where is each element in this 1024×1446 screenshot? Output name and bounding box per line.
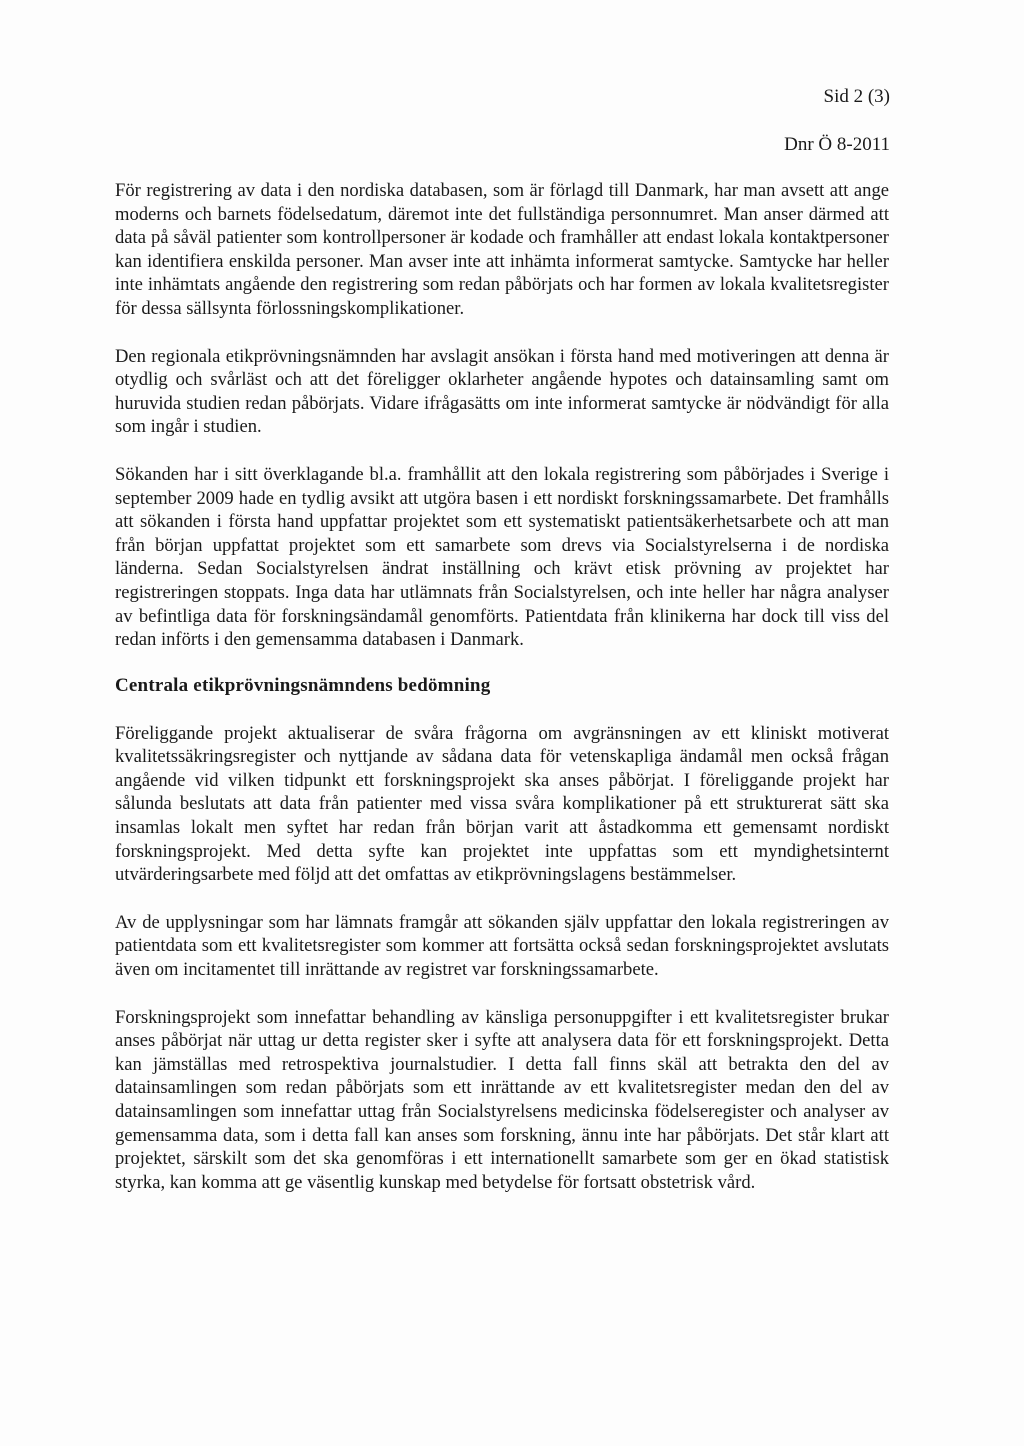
case-number: Dnr Ö 8-2011 [784,134,890,155]
paragraph-registration: För registrering av data i den nordiska databasen, som är förlagd till Danmark, har man avsett att ange moderns och barnets födelsedatum, däremot inte det fullständiga personnumret. Man anser därmed att data på såväl patienter som kontrollpersoner är kodade och framhåller att endast lokala kontaktpersoner kan identifiera enskilda personer. Man avser inte att inhämta informerat samtycke. Samtycke har heller inte inhämtats angående den registrering som redan påbörjats och har formen av lokala kvalitetsregister för dessa sällsynta förlossningskomplikationer. [115,180,889,319]
paragraph-appeal: Sökanden har i sitt överklagande bl.a. framhållit att den lokala registrering som påbörjades i Sverige i september 2009 hade en tydlig avsikt att utgöra basen i ett nordiskt forskningssamarbete. Det framhålls att sökanden i första hand uppfattar projektet som ett systematiskt patientsäkerhetsarbete och att man från början uppfattat projektet som ett samarbete som drevs via Socialstyrelserna i de nordiska länderna. Sedan Socialstyrelsen ändrat inställning och krävt etisk prövning av projektet har registreringen stoppats. Inga data har utlämnats från Socialstyrelsen, och inte heller har några analyser av befintliga data för forskningsändamål genomförts. Patientdata från klinikerna har dock till viss del redan införts i den gemensamma databasen i Danmark. [115,463,889,651]
paragraph-information: Av de upplysningar som har lämnats framgår att sökanden själv uppfattar den lokala registreringen av patientdata som ett kvalitetsregister som kommer att fortsätta också sedan forskningsprojektet avslutats även om incitamentet till inrättande av registret var forskningssamarbete. [115,911,889,981]
document-body [115,179,889,1194]
section-heading: Centrala etikprövningsnämndens bedömning [115,674,491,696]
paragraph-research-project: Forskningsprojekt som innefattar behandling av känsliga personuppgifter i ett kvalitetsregister brukar anses påbörjat när uttag ur detta register sker i syfte att analysera data för ett forskningsprojekt. Detta kan jämställas med retrospektiva journalstudier. I detta fall finns skäl att betrakta den del av datainsamlingen som redan påbörjats som ett inrättande av ett kvalitetsregister medan den del av datainsamlingen som innefattar uttag från Socialstyrelsens medicinska födelseregister och analyser av gemensamma data, som i detta fall kan anses som forskning, ännu inte har påbörjats. Det står klart att projektet, särskilt som det ska genomföras i ett internationellt samarbete som ger en ökad statistisk styrka, kan komma att ge väsentlig kunskap med betydelse för fortsatt obstetrisk vård. [115,1006,889,1193]
paragraph-regional-decision: Den regionala etikprövningsnämnden har avslagit ansökan i första hand med motiveringen att denna är otydlig och svårläst och att det föreligger oklarheter angående hypotes och datainsamling samt om huruvida studien redan påbörjats. Vidare ifrågasätts om inte informerat samtycke är nödvändigt för alla som ingår i studien. [115,345,889,438]
page-number: Sid 2 (3) [823,86,890,107]
paragraph-assessment: Föreliggande projekt aktualiserar de svåra frågorna om avgränsningen av ett kliniskt motiverat kvalitetssäkringsregister och nyttjande av sådana data för vetenskapliga ändamål men också frågan angående vid vilken tidpunkt ett forskningsprojekt ska anses påbörjat. I föreliggande projekt har sålunda beslutats att data från patienter med vissa svåra komplikationer på ett strukturerat sätt ska insamlas lokalt men syftet har redan från början varit att åstadkomma ett gemensamt nordiskt forskningsprojekt. Med detta syfte kan projektet inte uppfattas som ett myndighetsinternt utvärderingsarbete med följd att det omfattas av etikprövningslagens bestämmelser. [115,722,889,886]
